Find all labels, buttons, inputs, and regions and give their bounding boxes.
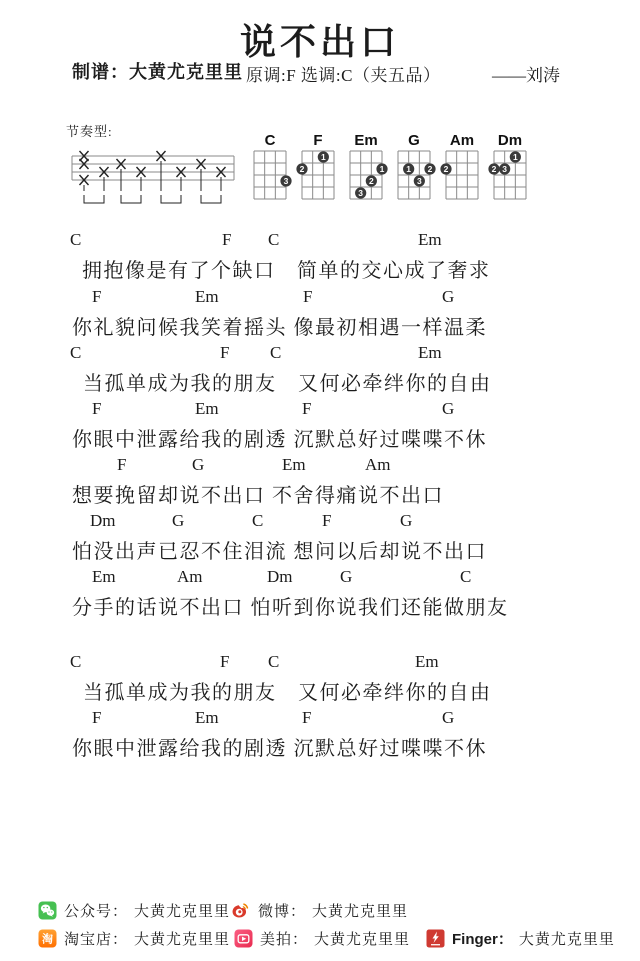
finger-icon (426, 929, 445, 948)
chord-label: Am (177, 567, 203, 586)
chord-label: Em (195, 287, 219, 306)
chord-diagram-Am (436, 130, 484, 215)
footer-account-name: 大黄尤克里里 (134, 931, 231, 948)
svg-text:1: 1 (406, 164, 412, 174)
weibo-icon (230, 900, 251, 921)
chord-row (0, 567, 640, 589)
chord-label: C (268, 652, 280, 671)
chord-label: F (302, 399, 312, 418)
chord-label: G (172, 511, 185, 530)
svg-text:淘: 淘 (42, 933, 53, 946)
footer-item-weibo (230, 898, 408, 922)
footer-account-name: 大黄尤克里里 (518, 931, 615, 948)
lyric-line: 拥抱像是有了个缺口 简单的交心成了奢求 (82, 260, 491, 282)
chord-label: C (70, 230, 82, 249)
chord-label: G (192, 455, 205, 474)
chord-row (0, 652, 640, 674)
lyric-line: 分手的话说不出口 怕听到你说我们还能做朋友 (72, 597, 509, 619)
chord-label: G (400, 511, 413, 530)
footer-platform-label: 微博： (258, 903, 307, 920)
svg-text:3: 3 (502, 164, 508, 174)
arranger-credit: ——刘涛 (492, 66, 560, 85)
footer-platform-label: Finger： (452, 930, 513, 948)
chord-label: G (442, 287, 455, 306)
svg-text:1: 1 (512, 152, 518, 162)
chord-diagram-label: Em (354, 132, 378, 149)
chord-diagram-label: Am (449, 132, 475, 149)
lyric-line: 你眼中泄露给我的剧透 沉默总好过喋喋不休 (72, 429, 487, 451)
svg-text:1: 1 (379, 164, 385, 174)
footer-row (0, 926, 640, 950)
lyric-row (0, 254, 640, 280)
lyric-line: 你礼貌问候我笑着摇头 像最初相遇一样温柔 (72, 317, 487, 339)
chord-label: C (460, 567, 472, 586)
chord-row (0, 343, 640, 365)
chord-label: Dm (267, 567, 293, 586)
footer-item-taobao (38, 926, 230, 950)
chord-label: G (442, 399, 455, 418)
chord-label: F (220, 652, 230, 671)
chord-label: F (92, 287, 102, 306)
lyric-row (0, 311, 640, 337)
taobao-icon (38, 929, 57, 948)
chord-label: F (220, 343, 230, 362)
footer-item-finger (426, 926, 615, 950)
chord-label: Dm (90, 511, 116, 530)
svg-text:2: 2 (427, 164, 433, 174)
chord-label: C (70, 343, 82, 362)
svg-text:2: 2 (368, 176, 374, 186)
chord-diagram-Dm (484, 130, 532, 215)
chord-diagram-label: F (313, 132, 323, 149)
chord-label: Em (195, 399, 219, 418)
lyric-line: 想要挽留却说不出口 不舍得痛说不出口 (72, 485, 444, 507)
svg-text:2: 2 (443, 164, 449, 174)
footer-item-meipai (234, 926, 410, 950)
svg-text:3: 3 (358, 188, 364, 198)
chord-label: F (302, 708, 312, 727)
footer-platform-label: 公众号： (64, 903, 129, 920)
chord-diagram-strip (244, 130, 532, 215)
chord-label: F (303, 287, 313, 306)
lyric-row (0, 591, 640, 617)
chord-row (0, 230, 640, 252)
chord-label: Em (418, 230, 442, 249)
chord-row (0, 511, 640, 533)
footer-item-wechat (38, 898, 230, 922)
chord-label: C (70, 652, 82, 671)
chord-diagram-label: Dm (497, 132, 523, 149)
lyric-line: 怕没出声已忍不住泪流 想问以后却说不出口 (72, 541, 487, 563)
chord-row (0, 708, 640, 730)
producer-credit: 制谱：大黄尤克里里 (72, 62, 243, 82)
chord-label: F (117, 455, 127, 474)
chord-label: Em (415, 652, 439, 671)
lyric-line: 你眼中泄露给我的剧透 沉默总好过喋喋不休 (72, 738, 487, 760)
chord-label: F (92, 399, 102, 418)
lyric-row (0, 423, 640, 449)
svg-text:3: 3 (283, 176, 289, 186)
chord-diagram-label: C (264, 132, 276, 149)
rhythm-pattern-label: 节奏型: (66, 124, 113, 139)
rhythm-staff-svg (62, 143, 242, 213)
chord-diagram-F (292, 130, 340, 215)
footer-account-name: 大黄尤克里里 (312, 903, 409, 920)
svg-text:2: 2 (491, 164, 497, 174)
chord-label: Em (282, 455, 306, 474)
svg-text:3: 3 (416, 176, 422, 186)
lyric-row (0, 479, 640, 505)
key-info: 原调:F 选调:C（夹五品） (246, 66, 441, 85)
meipai-icon (234, 929, 253, 948)
lyric-line: 当孤单成为我的朋友 又何必牵绊你的自由 (83, 373, 492, 395)
chord-row (0, 399, 640, 421)
chord-label: G (340, 567, 353, 586)
chord-label: Am (365, 455, 391, 474)
chord-label: F (322, 511, 332, 530)
chord-label: G (442, 708, 455, 727)
chord-label: Em (92, 567, 116, 586)
lyric-row (0, 367, 640, 393)
lyric-row (0, 535, 640, 561)
chord-diagram-G (388, 130, 436, 215)
footer-row (0, 898, 640, 922)
chord-label: F (92, 708, 102, 727)
rhythm-pattern-staff (62, 143, 242, 213)
chord-label: C (268, 230, 280, 249)
chord-row (0, 287, 640, 309)
chord-diagram-C (244, 130, 292, 215)
wechat-icon (38, 901, 57, 920)
footer-account-name: 大黄尤克里里 (314, 931, 411, 948)
footer-platform-label: 淘宝店： (64, 931, 129, 948)
chord-diagram-label: G (408, 132, 420, 149)
svg-text:1: 1 (320, 152, 326, 162)
footer-platform-label: 美拍： (260, 931, 309, 948)
svg-text:2: 2 (299, 164, 305, 174)
chord-label: C (270, 343, 282, 362)
chord-diagram-Em (340, 130, 388, 215)
chord-label: Em (418, 343, 442, 362)
chord-row (0, 455, 640, 477)
lyric-row (0, 732, 640, 758)
chord-label: Em (195, 708, 219, 727)
lyric-row (0, 676, 640, 702)
lyric-line: 当孤单成为我的朋友 又何必牵绊你的自由 (83, 682, 492, 704)
footer-account-name: 大黄尤克里里 (134, 903, 231, 920)
chord-label: F (222, 230, 232, 249)
chord-label: C (252, 511, 264, 530)
song-title: 说不出口 (239, 21, 400, 62)
